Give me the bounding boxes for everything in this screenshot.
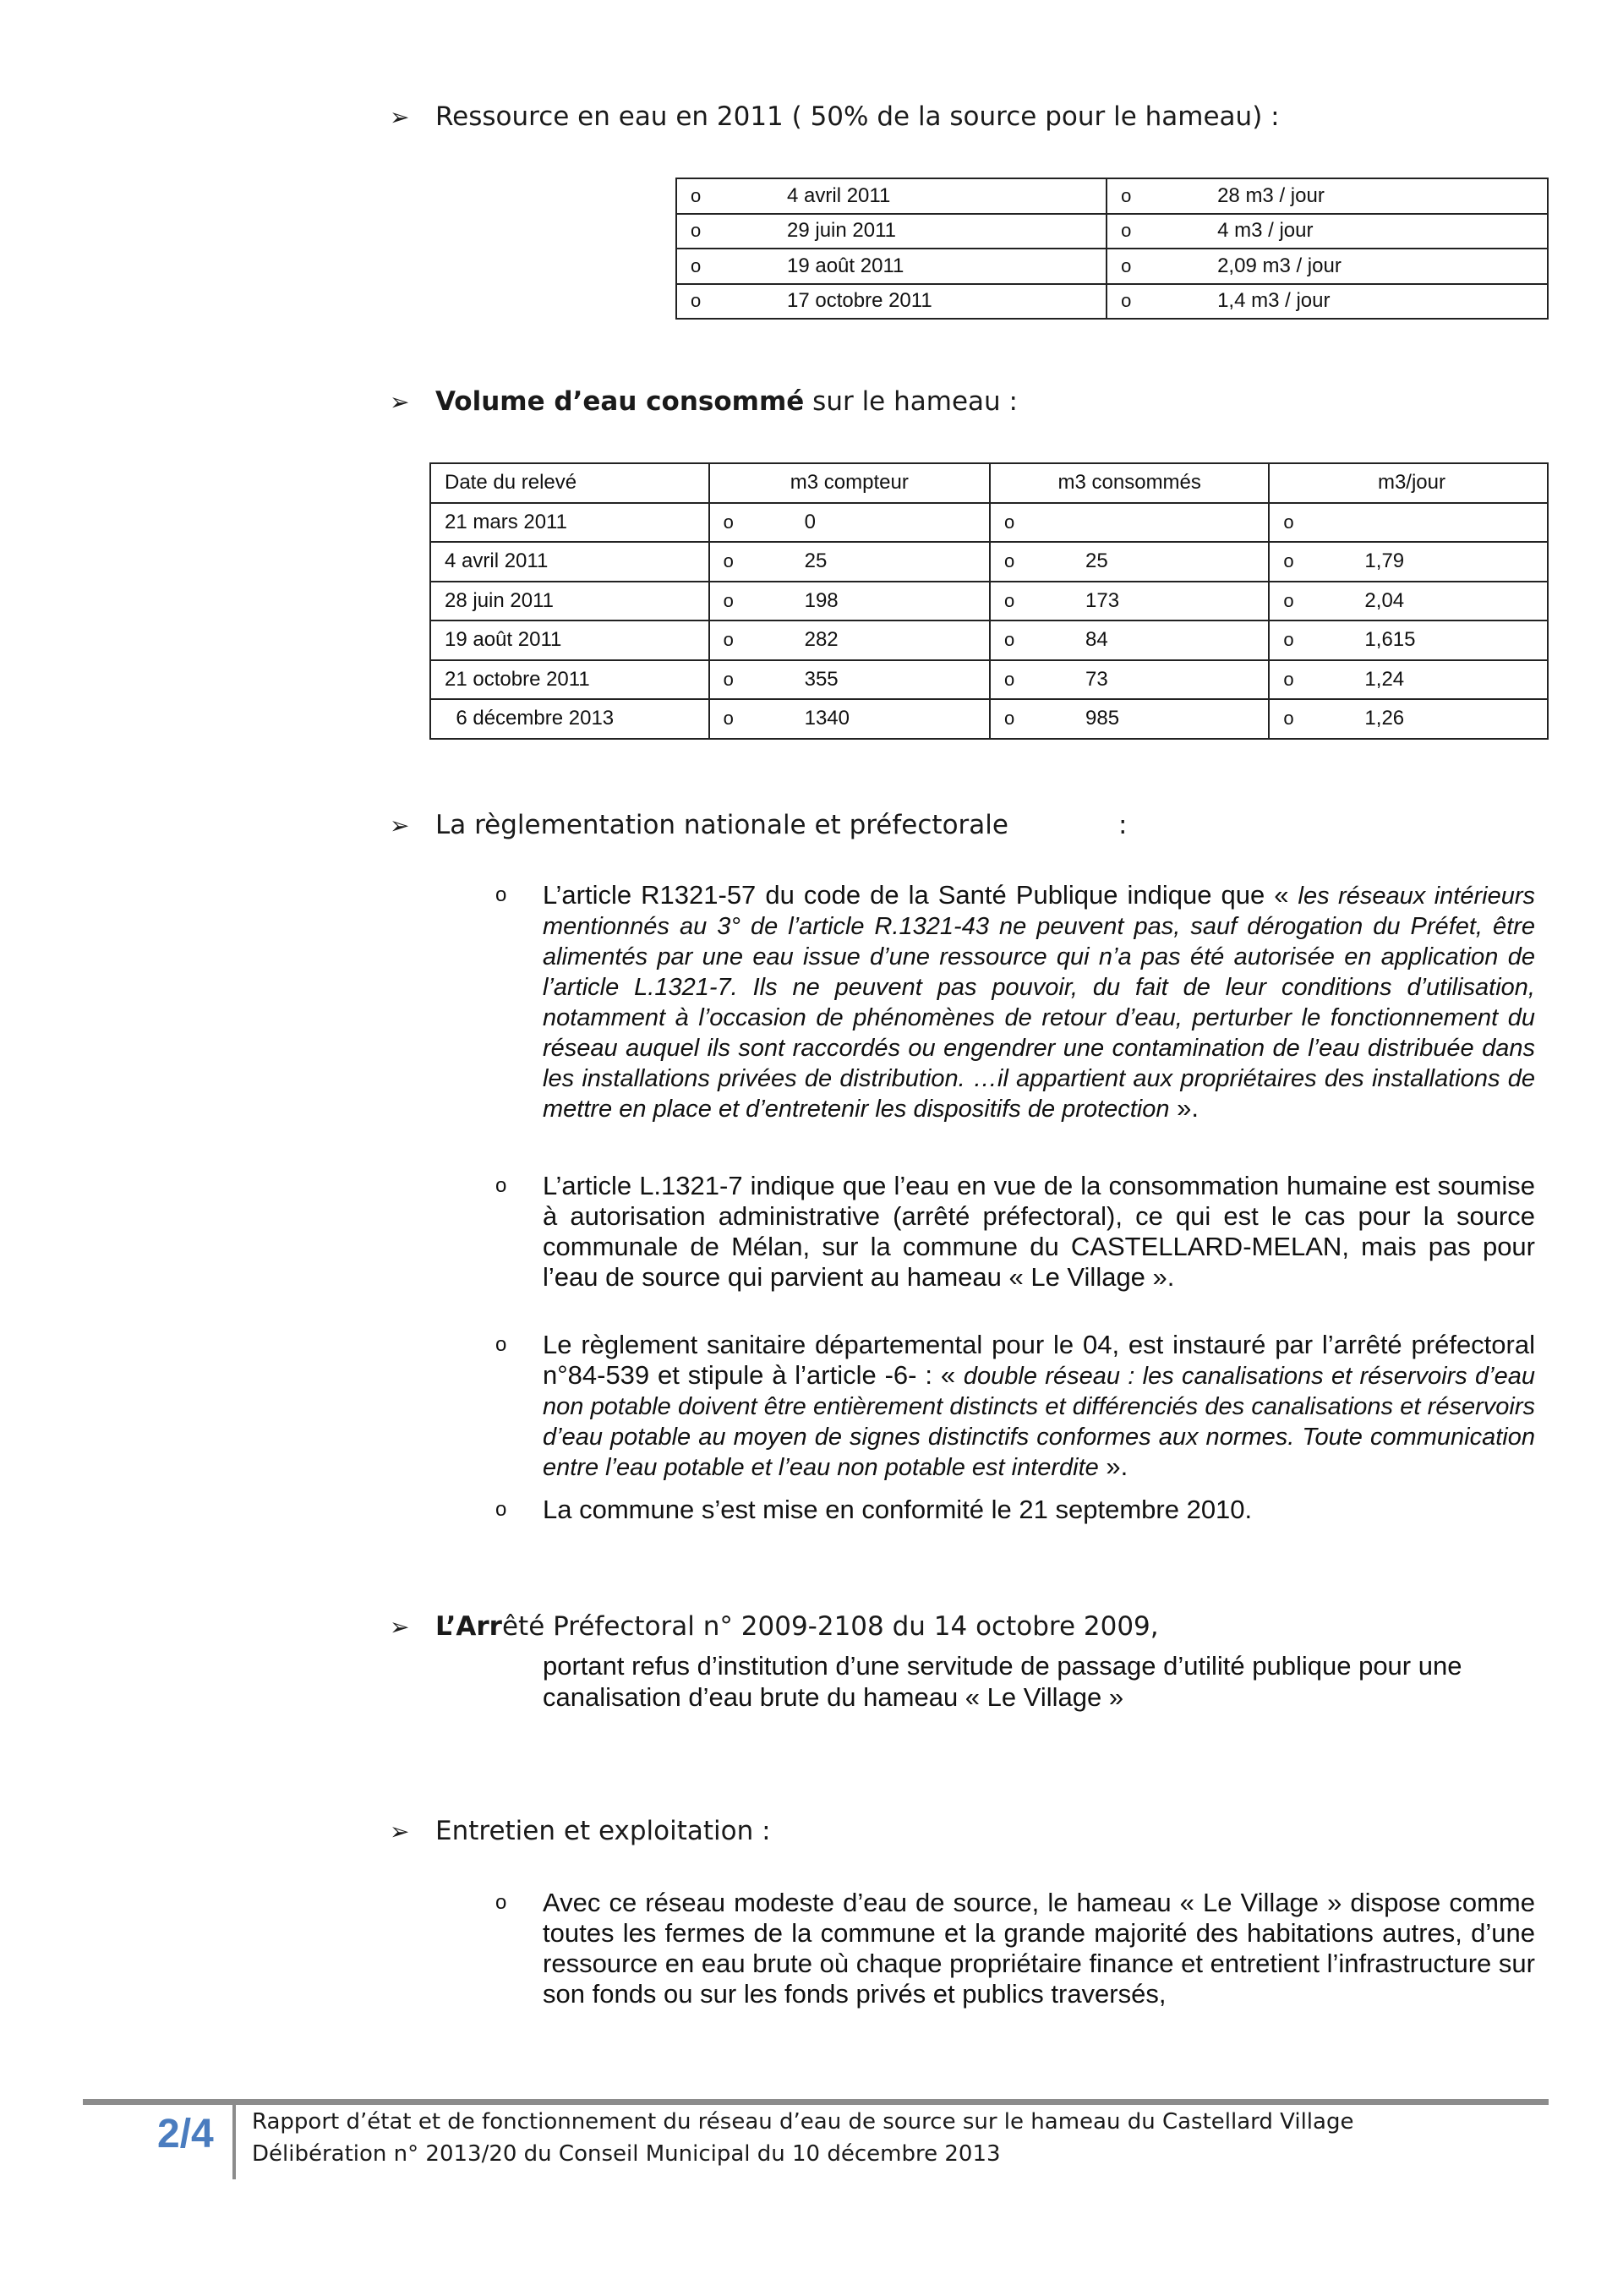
daily-cell: [1269, 542, 1548, 582]
flow-text: 28 m3 / jour: [1217, 183, 1325, 207]
arrete-description: portant refus d’institution d’une servitude de passage d’utilité publique pour une canalisation d’eau brute du hameau « Le Village »: [543, 1651, 1462, 1712]
item-quote-text: double réseau : les canalisations et réservoirs d’eau non potable doivent être entièrement distincts et différenciés des canalisations et réservoirs d’eau potable au moyen de signes distinctifs conformes aux normes. Toute communication entre l’eau potable et l’eau non potable est interdite: [543, 1363, 1535, 1481]
column-header: m3 consommés: [990, 463, 1269, 503]
reglementation-item-1: [495, 880, 1535, 1123]
table-row: [430, 503, 1548, 543]
meter-cell-value: 0: [804, 510, 816, 533]
circle-bullet-icon: o: [691, 254, 702, 276]
table-header-row: [430, 463, 1548, 503]
daily-cell-value: 1,615: [1364, 628, 1416, 652]
table-row: [430, 542, 1548, 582]
volume-table: [429, 462, 1549, 740]
arrow-bullet-icon: ➢: [390, 388, 410, 416]
flow-cell: [1107, 249, 1548, 284]
daily-cell-value: 1,26: [1364, 707, 1405, 730]
item-text: [543, 1495, 1535, 1525]
circle-bullet-icon: o: [1121, 184, 1132, 206]
meter-cell-value: 1340: [804, 707, 850, 730]
flow-text: 4 m3 / jour: [1217, 219, 1314, 243]
meter-cell-value: 25: [804, 549, 828, 573]
ressource-table-body: [676, 178, 1548, 319]
heading-text: Entretien et exploitation :: [435, 1816, 771, 1846]
circle-bullet-icon: o: [1283, 668, 1294, 690]
daily-cell: [1269, 699, 1548, 739]
arrow-bullet-icon: ➢: [390, 812, 410, 839]
consumed-cell: [990, 699, 1269, 739]
flow-cell: [1107, 284, 1548, 320]
heading-bold-text: L’Arr: [435, 1611, 502, 1642]
column-header: m3 compteur: [709, 463, 990, 503]
heading-text: êté Préfectoral n° 2009-2108 du 14 octobre 2009,: [501, 1611, 1159, 1642]
circle-bullet-icon: o: [1004, 589, 1015, 611]
meter-cell: [709, 542, 990, 582]
consumed-cell: [990, 542, 1269, 582]
circle-bullet-icon: o: [495, 1891, 507, 1914]
circle-bullet-icon: o: [723, 511, 734, 533]
circle-bullet-icon: o: [1004, 668, 1015, 690]
heading-text: Ressource en eau en 2011 ( 50% de la source pour le hameau) :: [435, 101, 1280, 132]
item-end-text: ».: [1098, 1451, 1128, 1481]
date-cell: [676, 178, 1107, 214]
circle-bullet-icon: o: [723, 629, 734, 651]
date-cell: 21 mars 2011: [430, 503, 709, 543]
meter-cell-value: 355: [804, 667, 839, 691]
circle-bullet-icon: o: [1004, 511, 1015, 533]
consumed-cell: [990, 503, 1269, 543]
date-text: 4 avril 2011: [787, 183, 891, 207]
date-cell: 21 octobre 2011: [430, 660, 709, 700]
daily-cell: [1269, 620, 1548, 660]
footer-vertical-divider: [232, 2105, 236, 2179]
heading-text: sur le hameau :: [804, 386, 1018, 417]
table-row: [430, 582, 1548, 621]
meter-cell: [709, 503, 990, 543]
item-text: [543, 880, 1535, 1123]
arrow-bullet-icon: ➢: [390, 1613, 410, 1641]
meter-cell-value: 282: [804, 628, 839, 652]
item-quote-text: les réseaux intérieurs mentionnés au 3° de l’article R.1321-43 ne peuvent pas, sauf dérogation du Préfet, être alimentés par une eau issue d’une ressource qui n’a pas été autorisée en application de l’article L.1321-7. Ils ne peuvent pas pouvoir, du fait de leur conditions d’utilisation, notamment à l’occasion de phénomènes de retour d’eau, perturber le fonctionnement du réseau auquel ils sont raccordés ou engendrer une contamination de l’eau distribuée dans les installations privées de distribution. …il appartient aux propriétaires des installations de mettre en place et d’entretenir les dispositifs de protection: [543, 883, 1535, 1123]
heading-text: La règlementation nationale et préfectorale: [435, 810, 1008, 840]
meter-cell: [709, 699, 990, 739]
date-cell: [676, 214, 1107, 249]
table-row: [676, 284, 1548, 320]
flow-cell: [1107, 178, 1548, 214]
flow-text: 1,4 m3 / jour: [1217, 289, 1331, 313]
page-number: 2/4: [157, 2112, 214, 2157]
circle-bullet-icon: o: [495, 1333, 507, 1356]
table-row: [430, 660, 1548, 700]
circle-bullet-icon: o: [1004, 708, 1015, 730]
circle-bullet-icon: o: [723, 668, 734, 690]
item-plain-text: Avec ce réseau modeste d’eau de source, le hameau « Le Village » dispose comme toutes les fermes de la commune et la grande majorité des habitations autres, d’une ressource en eau brute où chaque propriétaire finance et entretient l’infrastructure sur son fonds ou sur les fonds privés et publics traversés,: [543, 1888, 1535, 2009]
reglementation-item-2: [495, 1171, 1535, 1293]
daily-cell-value: 1,24: [1364, 667, 1405, 691]
circle-bullet-icon: o: [723, 550, 734, 572]
consumed-cell-value: 173: [1085, 588, 1120, 612]
item-plain-text: L’article L.1321-7 indique que l’eau en vue de la consommation humaine est soumise à autorisation administrative (arrêté préfectoral), ce qui est le cas pour la source communale de Mélan, sur la commune du CASTELLARD-MELAN, mais pas pour l’eau de source qui parvient au hameau « Le Village ».: [543, 1171, 1535, 1292]
daily-cell-value: 1,79: [1364, 549, 1405, 573]
circle-bullet-icon: o: [691, 184, 702, 206]
circle-bullet-icon: o: [1121, 290, 1132, 312]
circle-bullet-icon: o: [1121, 254, 1132, 276]
item-text: [543, 1171, 1535, 1293]
consumed-cell-value: 25: [1085, 549, 1108, 573]
section-heading-reglementation: [390, 810, 1127, 840]
item-text: [543, 1330, 1535, 1482]
footer-divider: [83, 2099, 1549, 2105]
circle-bullet-icon: o: [1004, 629, 1015, 651]
heading-colon: :: [1118, 810, 1128, 840]
circle-bullet-icon: o: [723, 708, 734, 730]
circle-bullet-icon: o: [1283, 550, 1294, 572]
item-plain-text: L’article R1321-57 du code de la Santé Publique indique que «: [543, 880, 1298, 910]
date-cell: 19 août 2011: [430, 620, 709, 660]
meter-cell: [709, 582, 990, 621]
arrow-bullet-icon: ➢: [390, 103, 410, 131]
table-row: [430, 699, 1548, 739]
entretien-item: [495, 1888, 1535, 2009]
footer-deliberation: Délibération n° 2013/20 du Conseil Municipal du 10 décembre 2013: [252, 2141, 1001, 2167]
date-cell: 28 juin 2011: [430, 582, 709, 621]
circle-bullet-icon: o: [691, 290, 702, 312]
circle-bullet-icon: o: [1283, 511, 1294, 533]
table-row: [676, 178, 1548, 214]
reglementation-item-4: [495, 1495, 1535, 1525]
section-heading-ressource: [390, 101, 1280, 132]
arrow-bullet-icon: ➢: [390, 1818, 410, 1845]
circle-bullet-icon: o: [495, 1174, 507, 1197]
consumed-cell-value: 985: [1085, 707, 1120, 730]
section-heading-volume: [390, 386, 1018, 417]
volume-table-body: [430, 463, 1548, 739]
section-heading-entretien: [390, 1816, 771, 1846]
date-cell: [676, 249, 1107, 284]
daily-cell: [1269, 660, 1548, 700]
table-row: [676, 214, 1548, 249]
item-text: [543, 1888, 1535, 2009]
circle-bullet-icon: o: [1283, 589, 1294, 611]
item-plain-text: La commune s’est mise en conformité le 21 septembre 2010.: [543, 1495, 1253, 1524]
flow-text: 2,09 m3 / jour: [1217, 254, 1342, 277]
date-cell: 4 avril 2011: [430, 542, 709, 582]
daily-cell-value: 2,04: [1364, 588, 1405, 612]
circle-bullet-icon: o: [1004, 550, 1015, 572]
circle-bullet-icon: o: [495, 1498, 507, 1521]
circle-bullet-icon: o: [495, 883, 507, 906]
column-header: Date du relevé: [430, 463, 709, 503]
date-text: 29 juin 2011: [787, 219, 896, 243]
circle-bullet-icon: o: [723, 589, 734, 611]
meter-cell: [709, 620, 990, 660]
consumed-cell-value: 73: [1085, 667, 1108, 691]
meter-cell: [709, 660, 990, 700]
consumed-cell: [990, 660, 1269, 700]
circle-bullet-icon: o: [1283, 629, 1294, 651]
table-row: [430, 620, 1548, 660]
circle-bullet-icon: o: [691, 220, 702, 242]
daily-cell: [1269, 582, 1548, 621]
date-text: 17 octobre 2011: [787, 289, 932, 313]
daily-cell: [1269, 503, 1548, 543]
consumed-cell: [990, 582, 1269, 621]
footer-report-title: Rapport d’état et de fonctionnement du réseau d’eau de source sur le hameau du Castellard Village: [252, 2109, 1354, 2135]
section-heading-arrete: [390, 1611, 1159, 1642]
circle-bullet-icon: o: [1121, 220, 1132, 242]
consumed-cell-value: 84: [1085, 628, 1108, 652]
heading-bold-text: Volume d’eau consommé: [435, 386, 805, 417]
date-text: 19 août 2011: [787, 254, 904, 277]
circle-bullet-icon: o: [1283, 708, 1294, 730]
column-header: m3/jour: [1269, 463, 1548, 503]
date-cell: [676, 284, 1107, 320]
meter-cell-value: 198: [804, 588, 839, 612]
table-row: [676, 249, 1548, 284]
item-end-text: ».: [1169, 1093, 1199, 1123]
item-plain-text: Le règlement sanitaire départemental pour le 04, est instauré par l’arrêté préfectoral n°84-539 et stipule à l’article -6- : «: [543, 1330, 1535, 1390]
reglementation-item-3: [495, 1330, 1535, 1482]
date-cell: 6 décembre 2013: [430, 699, 709, 739]
consumed-cell: [990, 620, 1269, 660]
ressource-table: [675, 178, 1549, 320]
flow-cell: [1107, 214, 1548, 249]
